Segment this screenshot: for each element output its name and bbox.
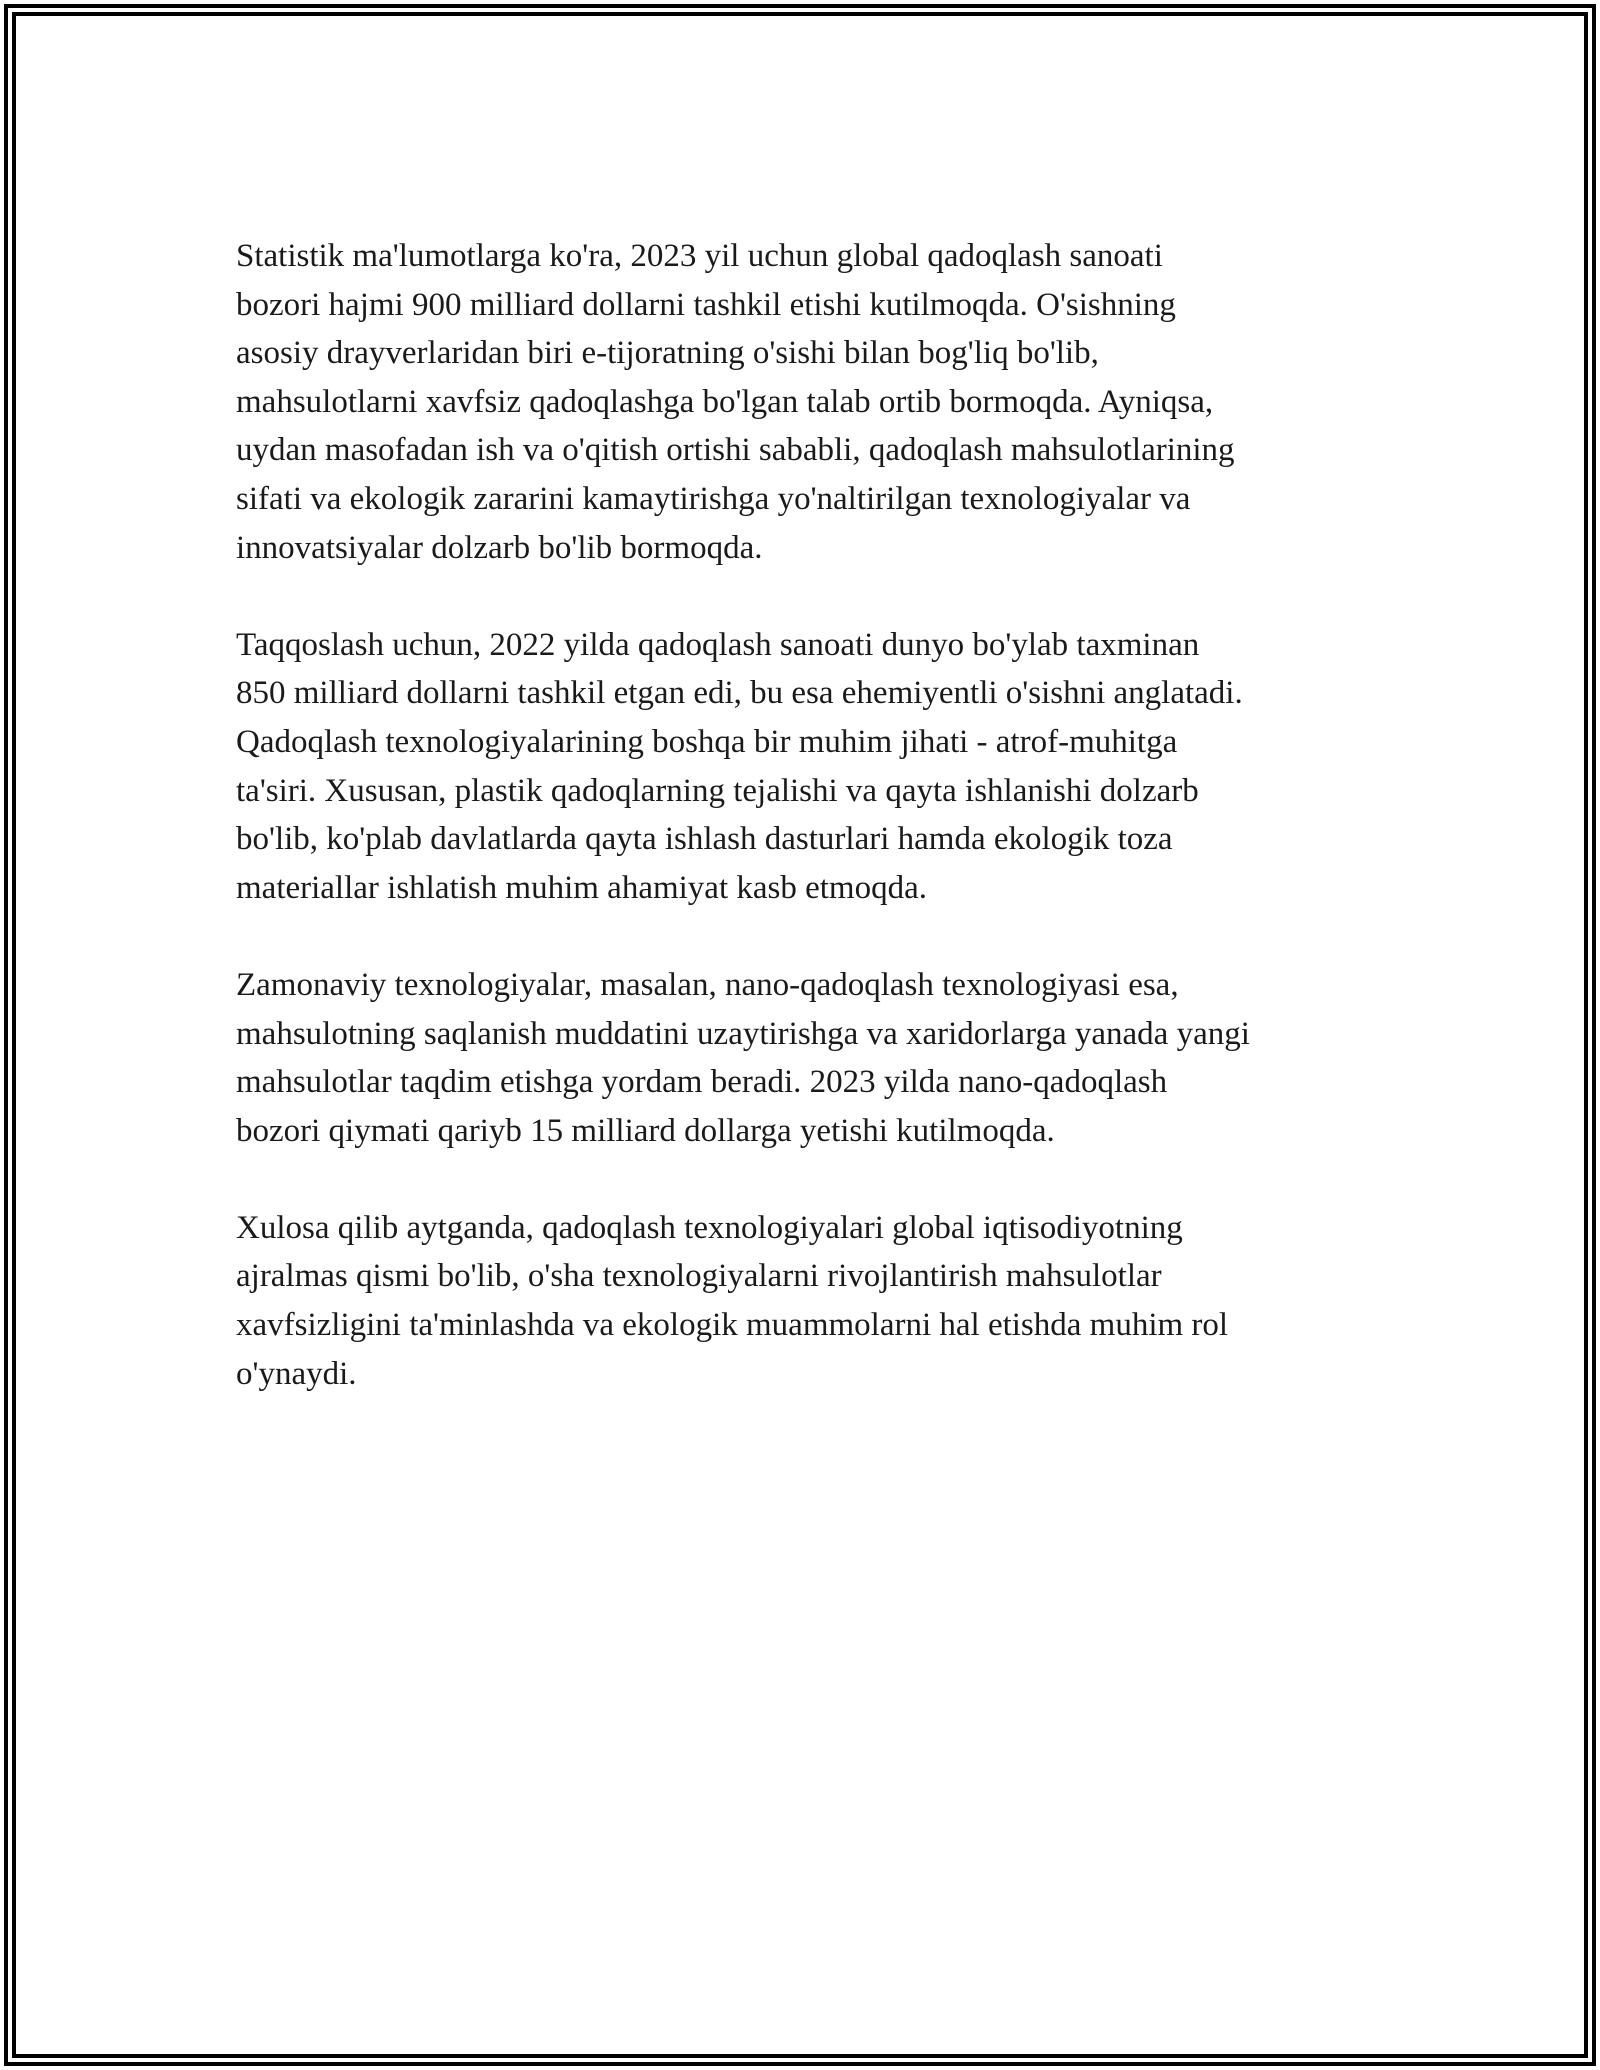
paragraph-1: Statistik ma'lumotlarga ko'ra, 2023 yil uchun global qadoqlash sanoati bozori hajmi 900 milliard dollarni tashkil etishi kutilmoqda. O'sishning asosiy drayverlaridan biri e-tijoratning o'sishi bilan bog'liq bo'lib, mahsulotlarni xavfsiz qadoqlashga bo'lgan talab ortib bormoqda. Ayniqsa, uydan masofadan ish va o'qitish ortishi sababli, qadoqlash mahsulotlarining sifati va ekologik zararini kamaytirishga yo'naltirilgan texnologiyalar va innovatsiyalar dolzarb bo'lib bormoqda. — [236, 238, 1235, 566]
document-body — [236, 232, 1396, 1447]
paragraph-4: Xulosa qilib aytganda, qadoqlash texnologiyalari global iqtisodiyotning ajralmas qismi bo'lib, o'sha texnologiyalarni rivojlantirish mahsulotlar xavfsizligini ta'minlashda va ekologik muammolarni hal etishda muhim rol o'ynaydi. — [236, 1209, 1229, 1392]
paragraph-2: Taqqoslash uchun, 2022 yilda qadoqlash sanoati dunyo bo'ylab taxminan 850 milliard dollarni tashkil etgan edi, bu esa ehemiyentli o'sishni anglatadi. Qadoqlash texnologiyalarining boshqa bir muhim jihati - atrof-muhitga ta'siri. Xususan, plastik qadoqlarning tejalishi va qayta ishlanishi dolzarb bo'lib, ko'plab davlatlarda qayta ishlash dasturlari hamda ekologik toza materiallar ishlatish muhim ahamiyat kasb etmoqda. — [236, 626, 1243, 906]
paragraph-3: Zamonaviy texnologiyalar, masalan, nano-qadoqlash texnologiyasi esa, mahsulotning saqlanish muddatini uzaytirishga va xaridorlarga yanada yangi mahsulotlar taqdim etishga yordam beradi. 2023 yilda nano-qadoqlash bozori qiymati qariyb 15 milliard dollarga yetishi kutilmoqda. — [236, 966, 1250, 1149]
